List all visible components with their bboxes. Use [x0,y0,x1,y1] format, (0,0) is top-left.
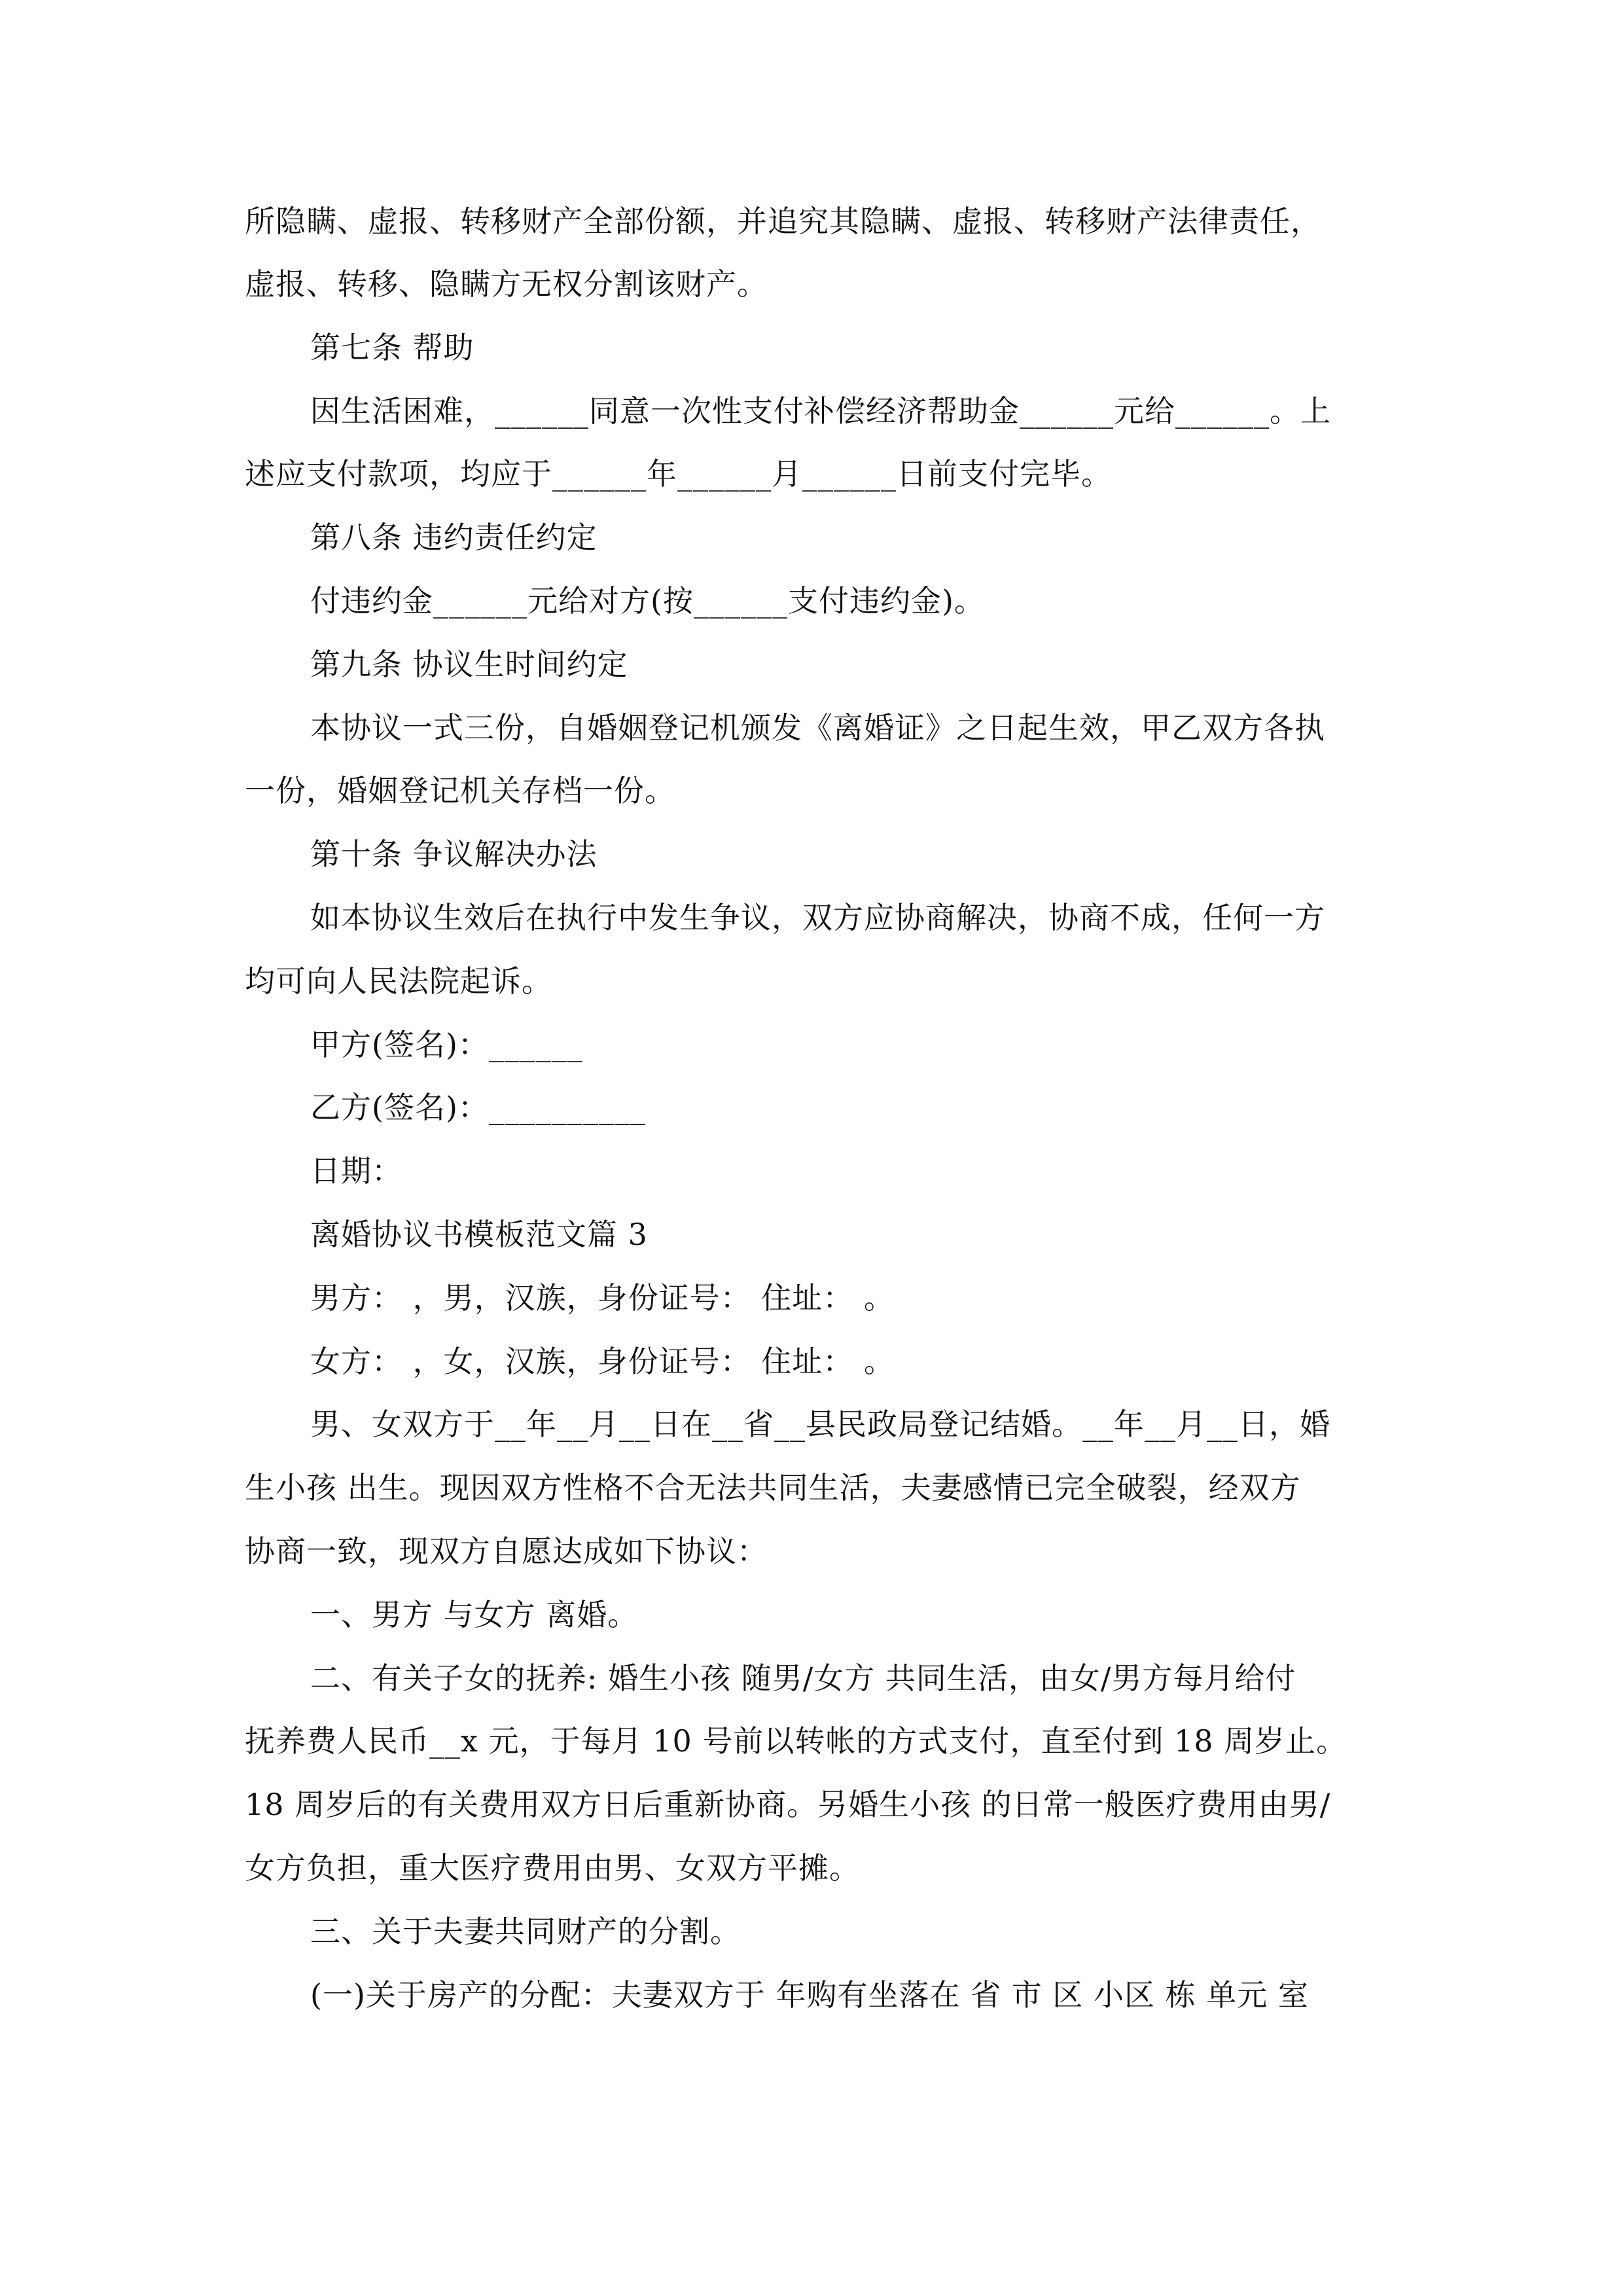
article-heading: 第九条 协议生时间约定 [310,647,628,682]
paragraph-line: 生小孩 出生。现因双方性格不合无法共同生活，夫妻感情已完全破裂，经双方 [245,1470,1301,1505]
paragraph-line: 18 周岁后的有关费用双方日后重新协商。另婚生小孩 的日常一般医疗费用由男/ [245,1787,1331,1822]
paragraph-line: 付违约金______元给对方(按______支付违约金)。 [310,583,985,619]
paragraph-line: 如本协议生效后在执行中发生争议，双方应协商解决，协商不成，任何一方 [310,900,1325,935]
clause-line: (一)关于房产的分配：夫妻双方于 年购有坐落在 省 市 区 小区 栋 单元 室 [310,1977,1309,2013]
paragraph-line: 抚养费人民币__x 元，于每月 10 号前以转帐的方式支付，直至付到 18 周岁止。 [245,1723,1347,1759]
clause-line: 三、关于夫妻共同财产的分割。 [310,1914,741,1949]
paragraph-line: 均可向人民法院起诉。 [245,963,552,999]
clause-line: 二、有关子女的抚养: 婚生小孩 随男/女方 共同生活，由女/男方每月给付 [310,1660,1296,1696]
signature-line-party-b: 乙方(签名)：__________ [310,1090,646,1125]
paragraph-line: 因生活困难，______同意一次性支付补偿经济帮助金______元给______。上 [310,393,1331,429]
signature-line-party-a: 甲方(签名)：______ [310,1027,583,1062]
paragraph-line: 所隐瞒、虚报、转移财产全部份额，并追究其隐瞒、虚报、转移财产法律责任， [245,204,1321,239]
article-heading: 第十条 争议解决办法 [310,836,597,872]
section-title: 离婚协议书模板范文篇 3 [310,1217,648,1252]
paragraph-line: 述应支付款项，均应于______年______月______日前支付完毕。 [245,456,1112,492]
paragraph-line: 一份，婚姻登记机关存档一份。 [245,773,675,808]
party-male-line: 男方： ，男，汉族，身份证号： 住址： 。 [310,1280,895,1316]
paragraph-line: 女方负担，重大医疗费用由男、女双方平摊。 [245,1850,860,1886]
paragraph-line: 本协议一式三份，自婚姻登记机颁发《离婚证》之日起生效，甲乙双方各执 [310,710,1325,745]
party-female-line: 女方： ，女，汉族，身份证号： 住址： 。 [310,1344,895,1379]
paragraph-line: 虚报、转移、隐瞒方无权分割该财产。 [245,266,768,302]
date-line: 日期： [310,1153,402,1189]
article-heading: 第八条 违约责任约定 [310,520,597,555]
paragraph-line: 协商一致，现双方自愿达成如下协议： [245,1534,768,1569]
clause-line: 一、男方 与女方 离婚。 [310,1597,639,1632]
article-heading: 第七条 帮助 [310,330,474,365]
paragraph-line: 男、女双方于__年__月__日在__省__县民政局登记结婚。__年__月__日，婚 [310,1407,1330,1442]
